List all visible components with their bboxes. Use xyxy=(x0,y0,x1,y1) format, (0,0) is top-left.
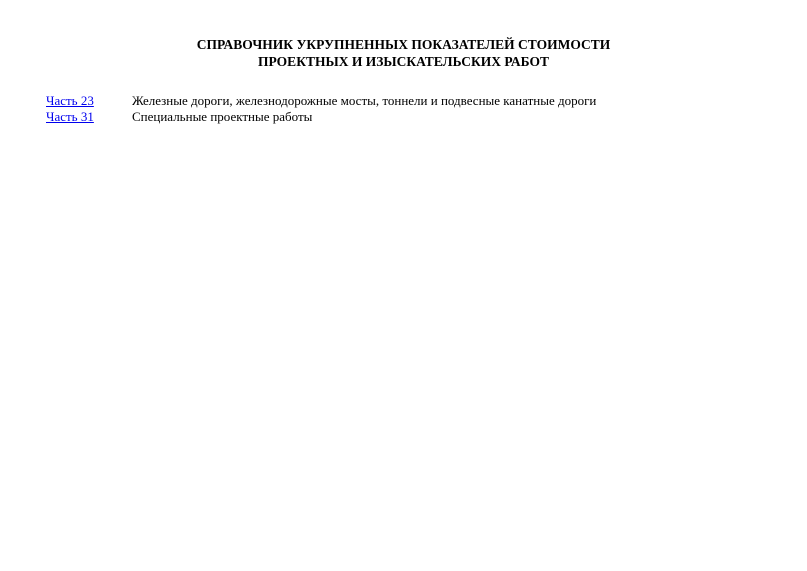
title-line-2: ПРОЕКТНЫХ И ИЗЫСКАТЕЛЬСКИХ РАБОТ xyxy=(258,54,549,69)
toc-entry-part-23 xyxy=(46,93,786,109)
title-line-1: СПРАВОЧНИК УКРУПНЕННЫХ ПОКАЗАТЕЛЕЙ СТОИМОСТИ xyxy=(196,37,611,52)
part-23-link[interactable]: Часть 23 xyxy=(46,93,94,108)
document-title xyxy=(0,36,807,70)
part-23-description: Железные дороги, железнодорожные мосты, тоннели и подвесные канатные дороги xyxy=(132,93,597,108)
toc-entry-part-31 xyxy=(46,109,786,125)
table-of-contents xyxy=(46,93,786,125)
part-31-link[interactable]: Часть 31 xyxy=(46,109,94,124)
part-31-description: Специальные проектные работы xyxy=(132,109,313,124)
